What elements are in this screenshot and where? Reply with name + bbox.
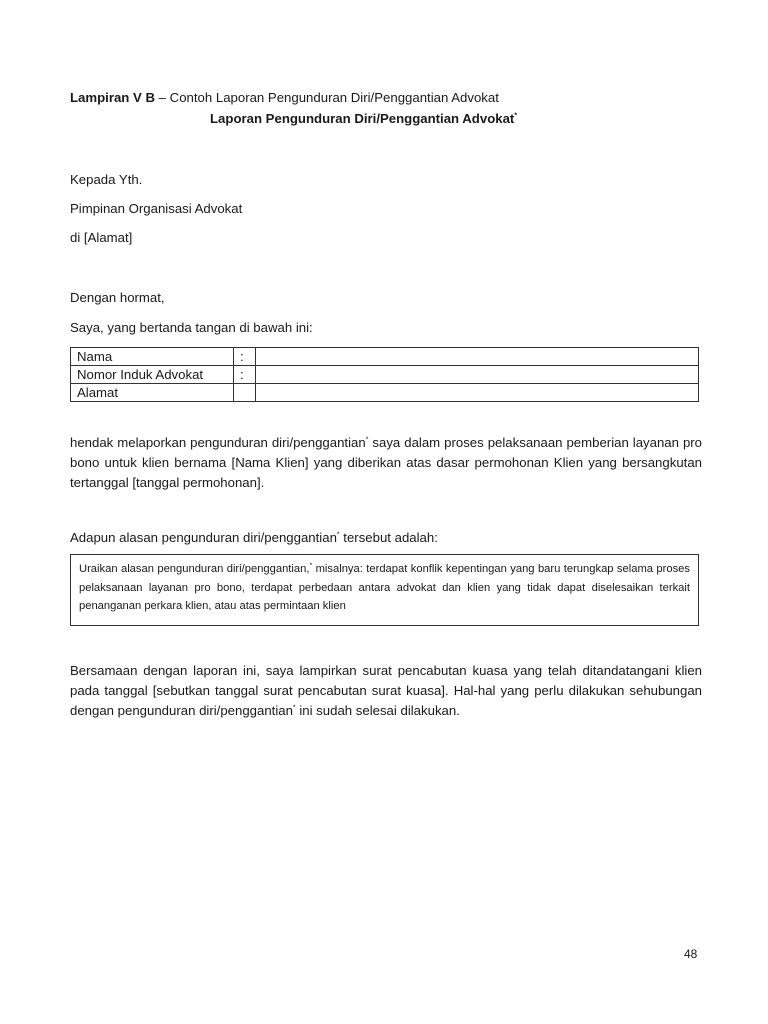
row-separator: : (234, 366, 256, 384)
reason-intro-text: Adapun alasan pengunduran diri/penggantian (70, 530, 337, 545)
paragraph-text: hendak melaporkan pengunduran diri/penggantian (70, 435, 366, 450)
row-value-name (256, 348, 699, 366)
footnote-mark: * (309, 562, 313, 570)
appendix-heading (70, 88, 499, 108)
recipient-line-2: Pimpinan Organisasi Advokat (70, 201, 243, 216)
recipient-line-3: di [Alamat] (70, 230, 133, 245)
document-title (210, 109, 517, 129)
reason-text: misalnya: terdapat konflik kepentingan yang baru terungkap selama proses pelaksanaan layanan pro bono, terdapat perbedaan antara advokat dan klien yang tidak dapat diselesaikan terkait penanganan perkara klien, atau atas permintaan klien (79, 563, 690, 612)
row-separator (234, 384, 256, 402)
appendix-label: Lampiran V B (70, 90, 156, 105)
footnote-mark: * (514, 112, 518, 120)
footnote-mark: * (336, 531, 340, 539)
paragraph-text: Bersamaan dengan laporan ini, saya lampirkan surat pencabutan kuasa yang telah ditandatangani klien pada tanggal [sebutkan tanggal surat pencabutan surat kuasa]. Hal-hal yang perlu dilakukan sehubungan dengan pengunduran diri/penggantian (70, 663, 702, 718)
row-value-member-number (256, 366, 699, 384)
row-label-member-number: Nomor Induk Advokat (71, 366, 234, 384)
reason-intro (70, 528, 438, 548)
footnote-mark: * (365, 436, 369, 444)
row-value-address (256, 384, 699, 402)
page-number: 48 (684, 947, 698, 961)
intro-sentence: Saya, yang bertanda tangan di bawah ini: (70, 320, 313, 335)
document-title-text: Laporan Pengunduran Diri/Penggantian Advokat (210, 111, 515, 126)
reason-box (70, 554, 699, 626)
reason-text: Uraikan alasan pengunduran diri/penggantian, (79, 563, 310, 575)
row-separator: : (234, 348, 256, 366)
greeting: Dengan hormat, (70, 290, 165, 305)
reason-intro-text: tersebut adalah: (339, 530, 438, 545)
report-paragraph (70, 433, 702, 493)
table-row (71, 366, 699, 384)
row-label-name: Nama (71, 348, 234, 366)
paragraph-text: ini sudah selesai dilakukan. (295, 703, 460, 718)
identity-table (70, 347, 699, 402)
footnote-mark: * (292, 704, 296, 712)
table-row (71, 384, 699, 402)
recipient-line-1: Kepada Yth. (70, 172, 143, 187)
appendix-description: – Contoh Laporan Pengunduran Diri/Penggantian Advokat (155, 90, 499, 105)
closing-paragraph (70, 661, 702, 721)
row-label-address: Alamat (71, 384, 234, 402)
table-row (71, 348, 699, 366)
paragraph-text: saya dalam proses pelaksanaan pemberian layanan pro bono untuk klien bernama [Nama Klien] yang diberikan atas dasar permohonan Klien yang bersangkutan tertanggal [tanggal permohonan]. (70, 435, 702, 490)
